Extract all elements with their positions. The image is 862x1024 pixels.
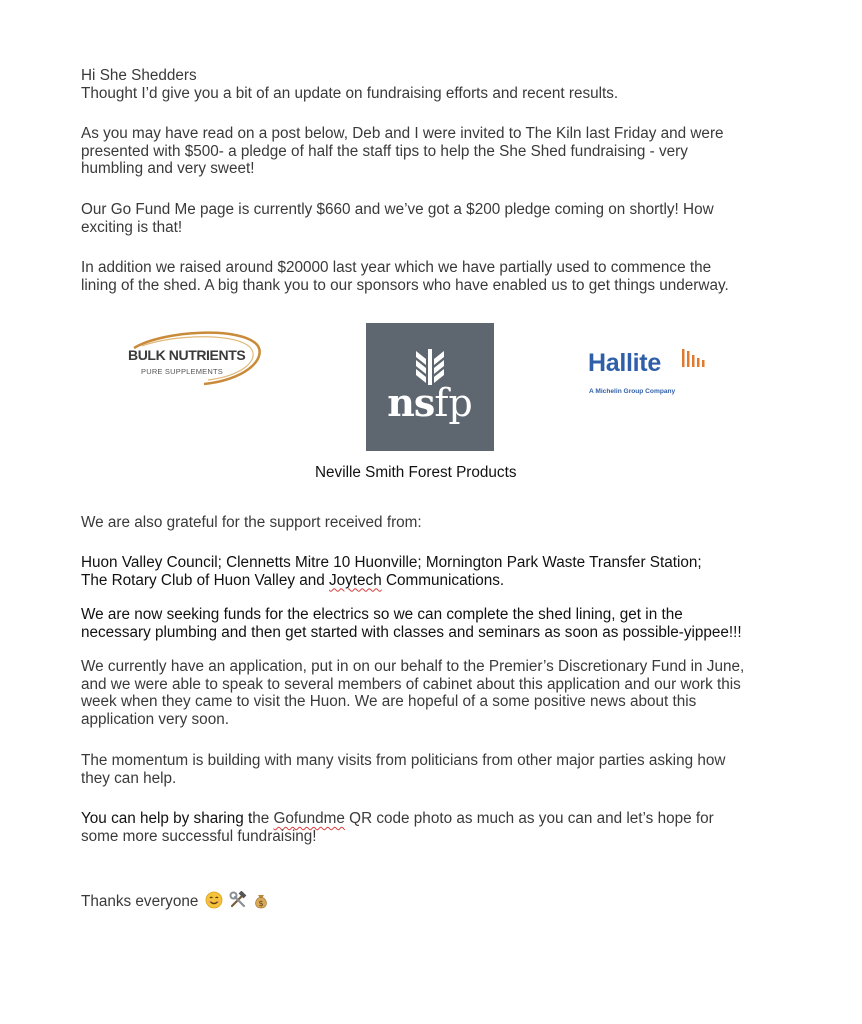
thanks-paragraph (81, 891, 801, 911)
hallite-logo (588, 346, 718, 395)
gofundme-line: Our Go Fund Me page is currently $660 and we’ve got a $200 pledge coming on shortly! How (81, 201, 714, 218)
raised-line: In addition we raised around $20000 last year which we have partially used to commence the (81, 259, 712, 276)
supporters-text: The Rotary Club of Huon Valley and (81, 571, 329, 589)
bulk-nutrients-name: BULK NUTRIENTS (128, 347, 246, 363)
greeting: Hi She Shedders (81, 67, 197, 84)
raised-paragraph (81, 259, 801, 294)
gofundme-line: exciting is that! (81, 218, 183, 236)
spellcheck-word: Gofundme (273, 810, 345, 827)
share-line (81, 810, 801, 828)
electrics-paragraph (81, 606, 801, 641)
hallite-tagline: A Michelin Group Company (589, 388, 676, 395)
nsfp-caption: Neville Smith Forest Products (315, 464, 517, 481)
bulk-nutrients-logo (124, 328, 264, 388)
grateful-paragraph (81, 514, 801, 532)
share-paragraph (81, 810, 801, 845)
kiln-paragraph (81, 125, 801, 178)
gofundme-paragraph (81, 201, 801, 236)
application-line: week when they came to visit the Huon. We are hopeful of a some positive news about this (81, 693, 697, 711)
hammer-and-wrench-icon (229, 891, 247, 909)
thanks-line (81, 891, 801, 911)
nsfp-wordmark (366, 380, 494, 425)
share-line: some more successful fundraising! (81, 827, 317, 845)
supporters-text: Communications. (381, 571, 505, 589)
application-line: We currently have an application, put in on our behalf to the Premier’s Discretionary Fund in June, (81, 658, 745, 675)
hallite-name: Hallite (588, 349, 661, 377)
greeting-paragraph (81, 67, 801, 102)
share-text: he (252, 810, 274, 827)
hallite-bars-icon (680, 347, 714, 375)
money-bag-icon (253, 891, 269, 909)
nsfp-logo (366, 323, 494, 451)
supporters-line (81, 572, 801, 590)
share-text: QR code photo as much as you can and let’s hope for (344, 810, 714, 827)
smiling-face-icon (205, 891, 223, 909)
kiln-line: presented with $500- a pledge of half the staff tips to help the She Shed fundraising - very (81, 142, 688, 160)
grateful-text: We are also grateful for the support received from: (81, 514, 422, 531)
kiln-line: humbling and very sweet! (81, 160, 255, 178)
supporters-paragraph (81, 554, 801, 589)
supporters-line: Huon Valley Council; Clennetts Mitre 10 Huonville; Mornington Park Waste Transfer Station; (81, 554, 702, 571)
application-paragraph (81, 658, 801, 728)
electrics-line: necessary plumbing and then get started with classes and seminars as soon as possible-yippee!!! (81, 623, 742, 641)
momentum-line: The momentum is building with many visits from politicians from other major parties asking how (81, 752, 726, 769)
kiln-line: As you may have read on a post below, Deb and I were invited to The Kiln last Friday and were (81, 125, 724, 142)
spellcheck-word: Joytech (329, 571, 382, 589)
nsfp-light: fp (434, 381, 473, 425)
nsfp-bold: ns (387, 380, 435, 425)
svg-text:$: $ (258, 899, 264, 908)
momentum-paragraph (81, 752, 801, 787)
electrics-line: We are now seeking funds for the electrics so we can complete the shed lining, get in the (81, 606, 683, 623)
share-text: You can help by sharing t (81, 810, 253, 827)
intro-text: Thought I’d give you a bit of an update on fundraising efforts and recent results. (81, 84, 619, 102)
bulk-nutrients-tagline: PURE SUPPLEMENTS (141, 367, 223, 376)
application-line: and we were able to speak to several members of cabinet about this application and our work this (81, 675, 741, 693)
momentum-line: they can help. (81, 769, 177, 787)
thanks-text: Thanks everyone (81, 893, 199, 910)
application-line: application very soon. (81, 710, 229, 728)
raised-line: lining of the shed. A big thank you to our sponsors who have enabled us to get things underway. (81, 276, 729, 294)
